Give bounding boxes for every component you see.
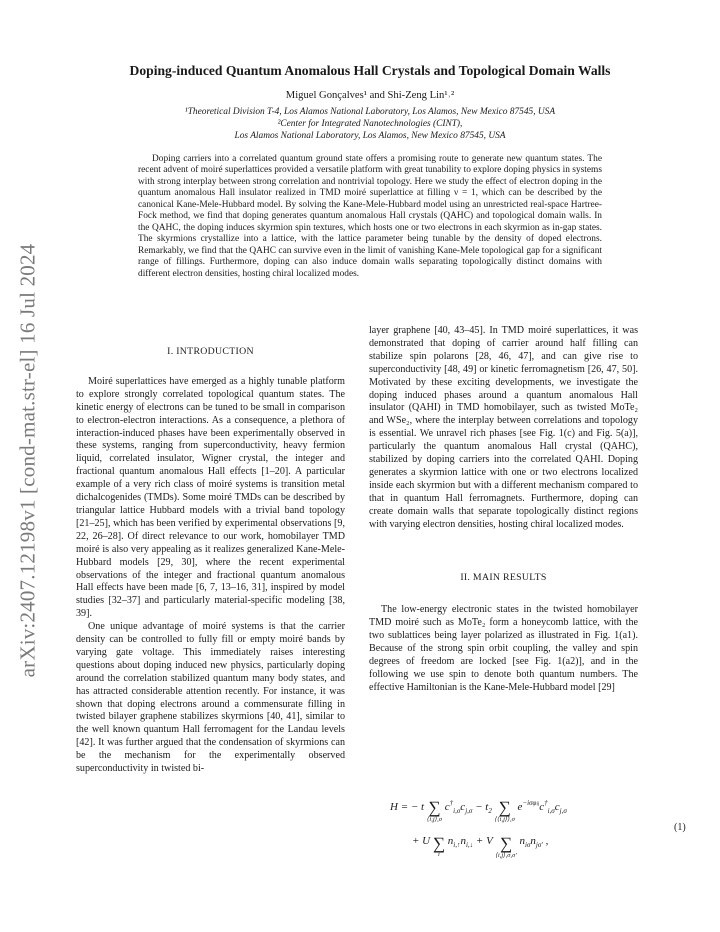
affiliation-3: Los Alamos National Laboratory, Los Alamos, New Mexico 87545, USA — [234, 131, 506, 142]
section-heading-main-results: II. MAIN RESULTS — [460, 571, 547, 583]
intro-paragraph-1: Moiré superlattices have emerged as a highly tunable platform to explore strongly correlated topological quantum states. The kinetic energy of electrons can be tuned to be small in comparison to electron-electron interactions. As a consequence, a plethora of interaction-induced phases have been experimentally observed in these systems, ranging from superconductivity, heavy fermion liquid, correlated insulator, Wigner crystal, the integer and fractional quantum anomalous Hall effects [1–20]. A particular example of a very rich class of moiré systems is transition metal dichalcogenides (TMDs). Some moiré TMDs can be described by triangular lattice Hubbard models with a trivial band topology [21–25], which has been verified by experimental observations [9, 22, 26–28]. Of direct relevance to our work, homobilayer TMD moiré is also very appealing as it realizes generalized Kane-Mele-Hubbard models [29, 30], where the recent experimental observations of the integer and fractional quantum anomalous Hall effects have been made [6, 7, 13–16, 31], inspired by model studies [32–37] and particularly material-specific modeling [38, 39]. — [76, 375, 345, 620]
equation-line-1: H = − t ∑ ⟨i,j⟩,σ $c^\dagger_{i,\sigma}c_{j,\sigma} - t_2$ ∑ ⟨⟨i,j⟩⟩,σ $e^{-i\sigma\varphi ij}c^\dagger_{i,\sigma}c_{j,\sigma}$ — [390, 798, 567, 823]
results-paragraph-1: The low-energy electronic states in the twisted homobilayer TMD moiré such as MoTe₂ form a honeycomb lattice, with the two sublattices being layer polarized as illustrated in Fig. 1(a1). Because of the strong spin orbit coupling, the valley and spin degrees of freedom are locked [see Fig. 1(a2)], and in the following we use spin to denote both quantum numbers. The effective Hamiltonian is the Kane-Mele-Hubbard model [29] — [369, 604, 638, 693]
hamiltonian-equation — [390, 789, 690, 867]
abstract: Doping carriers into a correlated quantum ground state offers a promising route to generate new quantum states. The recent advent of moiré superlattices provided a versatile platform with great tunability to explore doping physics in systems with strong interplay between strong correlation and nontrivial topology. Here we study the effect of electron doping in the quantum anomalous Hall insulator realized in TMD moiré superlattice at filling ν = 1, which can be described by the canonical Kane-Mele-Hubbard model. By solving the Kane-Mele-Hubbard model using an unrestricted real-space Hartree-Fock method, we find that doping generates quantum anomalous Hall crystals (QAHC) and topological domain walls. In the QAHC, the doping induces skyrmion spin textures, which hosts one or two electrons in each skyrmion as in-gap states. The skyrmions crystallize into a lattice, with the lattice parameter being tunable by the density of doped electrons. Remarkably, we find that the QAHC can survive even in the limit of vanishing Kane-Mele topological gap for a significant range of fillings. Furthermore, doping can also induce domain walls separating topologically distinct domains with different electron densities, hosting chiral localized modes. — [138, 154, 602, 279]
equation-number: (1) — [674, 822, 686, 833]
paper-authors: Miguel Gonçalves¹ and Shi-Zeng Lin¹˒² — [285, 90, 455, 101]
equation-line-2: + U ∑ i $n_{i,↑}n_{i,↓} + V$ ∑ ⟨i,j⟩,σ,σ′ $n_{i\sigma}n_{j\sigma'}$ , — [412, 834, 549, 859]
affiliations — [60, 106, 680, 143]
arxiv-sidebar — [8, 225, 48, 695]
intro-paragraph-2: One unique advantage of moiré systems is that the carrier density can be controlled to fully fill or empty moiré bands by varying gate voltage. This immediately raises interesting questions about doping induced new physics, particularly doping around the correlation stabilized quantum many body states, and has attracted considerable attention recently. For instance, it was shown that doping electrons around a commensurate filling in twisted bilayer graphene stabilizes skyrmions [40, 41], similar to the well known quantum Hall ferromagent for the Landau levels [42]. It was further argued that the condensation of skyrmions can be the mechanism for the experimentally observed superconductivity in twisted bi- — [76, 621, 345, 775]
left-column — [76, 346, 345, 776]
intro-paragraph-3: layer graphene [40, 43–45]. In TMD moiré superlattices, it was demonstrated that doping of carrier around half filling can stabilize spin polarons [28, 46, 47], and can give rise to superconductivity [48, 49] or kinetic ferromagnetism [26, 47, 50]. Motivated by these exciting developments, we investigate the doping induced phases around a quantum anomalous Hall insulator (QAHI) in TMD homobilayer, such as twisted MoTe₂ and WSe₂, where the interplay between correlations and topology is essential. We unravel rich phases [see Fig. 1(c) and Fig. 5(a)], particularly the quantum anomalous Hall crystal (QAHC), stabilized by doping carriers into the correlated QAHI. Doping generates a skyrmion lattice with one or two electrons localized inside each skyrmion but with a different mechanism compared to that in quantum Hall ferromagnets. Furthermore, doping can create domain walls that separate topologically distinct regions with varying electron densities, hosting chiral localized modes. — [369, 325, 638, 530]
paper-title: Doping-induced Quantum Anomalous Hall Crystals and Topological Domain Walls — [129, 63, 611, 78]
arxiv-identifier: arXiv:2407.12198v1 [cond-mat.str-el] 16 Jul 2024 — [15, 243, 40, 677]
affiliation-2: ²Center for Integrated Nanotechnologies (CINT), — [277, 119, 463, 130]
right-column — [369, 325, 638, 695]
section-heading-introduction: I. INTRODUCTION — [167, 346, 254, 357]
affiliation-1: ¹Theoretical Division T-4, Los Alamos National Laboratory, Los Alamos, New Mexico 87545, USA — [184, 107, 556, 117]
